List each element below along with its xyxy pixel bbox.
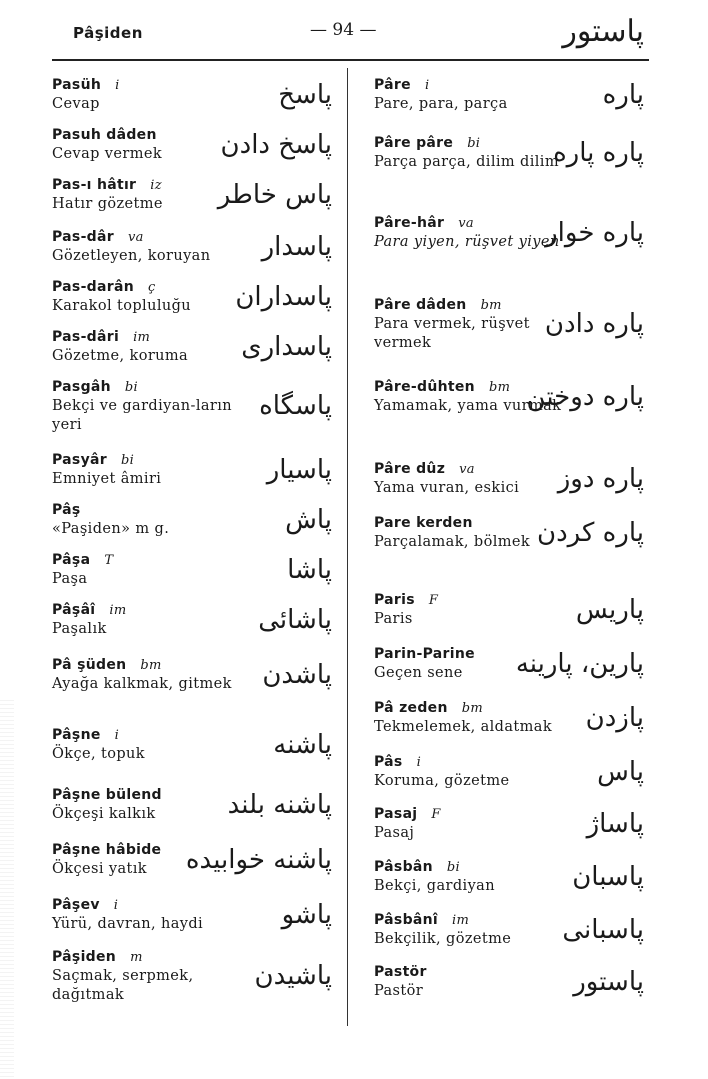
- entry-definition: Emniyet âmiri: [52, 471, 162, 487]
- entry-definition: Parça parça, dilim dilim: [374, 154, 559, 170]
- entry-arabic-script: پاره خوار: [545, 217, 644, 248]
- entry-headword: Pastör: [374, 964, 427, 980]
- entry-arabic-script: پارین، پارینه: [515, 648, 644, 679]
- entry-headword: Pâşne hâbide: [52, 842, 162, 858]
- dictionary-entry: [374, 296, 650, 352]
- entry-pos-abbr: i: [113, 898, 119, 913]
- entry-headword: Pas-ı hâtır: [52, 177, 137, 193]
- dictionary-entry: [52, 228, 336, 266]
- dictionary-entry: [52, 328, 336, 366]
- entry-definition: Yürü, davran, haydi: [52, 916, 204, 932]
- entry-pos-abbr: im: [133, 330, 151, 345]
- dictionary-entry: [52, 841, 336, 879]
- entry-headword: Pâsbânî: [374, 912, 438, 928]
- dictionary-entry: [52, 501, 336, 539]
- entry-arabic-script: پاستور: [573, 966, 644, 997]
- entry-pos-abbr: bm: [480, 298, 502, 313]
- entry-arabic-script: پاسبان: [572, 861, 644, 892]
- entry-headword: Pasüh: [52, 77, 102, 93]
- entry-definition: Cevap: [52, 96, 100, 112]
- entry-headword: Pâşne bülend: [52, 787, 162, 803]
- dictionary-entry: [52, 378, 336, 434]
- entry-headword: Pâş: [52, 502, 81, 518]
- entry-definition: Pare, para, parça: [374, 96, 508, 112]
- entry-arabic-script: پاریس: [575, 594, 644, 625]
- entry-headword: Pâsbân: [374, 859, 433, 875]
- entry-headword: Pasaj: [374, 806, 418, 822]
- entry-pos-abbr: bm: [140, 658, 162, 673]
- dictionary-entry: [52, 451, 336, 489]
- entry-pos-abbr: va: [459, 462, 475, 477]
- entry-headword: Pâşa: [52, 552, 91, 568]
- dictionary-entry: [52, 76, 336, 114]
- entry-headword: Pas-dâri: [52, 329, 120, 345]
- entry-headword: Pâre: [374, 77, 411, 93]
- entry-arabic-script: پاسخ دادن: [220, 129, 332, 160]
- entry-headword: Pâşne: [52, 727, 101, 743]
- dictionary-entry: [52, 896, 336, 934]
- entry-arabic-script: پاس خاطر: [217, 179, 332, 210]
- entry-pos-abbr: i: [424, 78, 430, 93]
- entry-headword: Pâşâî: [52, 602, 96, 618]
- entry-definition: Geçen sene: [374, 665, 463, 681]
- entry-arabic-script: پازدن: [585, 702, 644, 733]
- entry-arabic-script: پاشنه: [273, 729, 332, 760]
- entry-definition: Ayağa kalkmak, gitmek: [52, 676, 232, 692]
- entry-definition: Gözetme, koruma: [52, 348, 189, 364]
- entry-arabic-script: پاشا: [287, 554, 332, 585]
- dictionary-entry: [52, 786, 336, 824]
- entry-definition: Yama vuran, eskici: [374, 480, 520, 496]
- scan-edge: [0, 700, 14, 1079]
- entry-headword: Pasyâr: [52, 452, 107, 468]
- entry-pos-abbr: bi: [467, 136, 481, 151]
- dictionary-entry: [52, 176, 336, 214]
- dictionary-entry: [374, 591, 650, 629]
- entry-arabic-script: پاشنه بلند: [227, 789, 332, 820]
- entry-definition: Bekçi, gardiyan: [374, 878, 495, 894]
- entry-pos-abbr: m: [130, 950, 143, 965]
- dictionary-entry: [52, 948, 336, 1004]
- entry-headword: Pare kerden: [374, 515, 473, 531]
- entry-arabic-script: پاشدن: [262, 659, 332, 690]
- dictionary-entry: [374, 645, 650, 683]
- dictionary-entry: [374, 134, 650, 172]
- entry-pos-abbr: va: [458, 216, 474, 231]
- dictionary-entry: [374, 753, 650, 791]
- entry-headword: Pas-darân: [52, 279, 134, 295]
- entry-headword: Pasuh dâden: [52, 127, 157, 143]
- dictionary-entry: [374, 514, 650, 552]
- entry-arabic-script: پاشو: [281, 899, 332, 930]
- entry-definition: Karakol topluluğu: [52, 298, 192, 314]
- dictionary-entry: [52, 726, 336, 764]
- entry-headword: Parin-Parine: [374, 646, 475, 662]
- column-divider: [347, 68, 348, 1026]
- entry-arabic-script: پاشائی: [258, 604, 332, 635]
- entry-pos-abbr: i: [114, 728, 120, 743]
- entry-headword: Pâşev: [52, 897, 100, 913]
- entry-headword: Pâre pâre: [374, 135, 454, 151]
- entry-definition: Yamamak, yama vurmak: [374, 398, 562, 414]
- dictionary-entry: [374, 858, 650, 896]
- entry-definition: Hatır gözetme: [52, 196, 163, 212]
- entry-headword: Pâ şüden: [52, 657, 127, 673]
- entry-pos-abbr: va: [127, 230, 144, 245]
- entry-arabic-script: پاره کردن: [537, 517, 644, 548]
- entry-definition: Gözetleyen, koruyan: [52, 248, 211, 264]
- entry-pos-abbr: ç: [147, 280, 156, 295]
- entry-arabic-script: پاسخ: [278, 79, 332, 110]
- entry-headword: Pâ zeden: [374, 700, 448, 716]
- entry-definition: Tekmelemek, aldatmak: [374, 719, 553, 735]
- entry-arabic-script: پاس: [597, 756, 644, 787]
- entry-pos-abbr: bm: [461, 701, 483, 716]
- entry-headword: Pâre-dûhten: [374, 379, 475, 395]
- running-head-left: Pâşiden: [73, 24, 143, 42]
- entry-headword: Pasgâh: [52, 379, 111, 395]
- dictionary-entry: [374, 699, 650, 737]
- entry-arabic-script: پاشنه خوابیده: [185, 844, 332, 875]
- entry-definition: Paşa: [52, 571, 88, 587]
- entry-pos-abbr: im: [109, 603, 127, 618]
- entry-arabic-script: پاسدار: [261, 231, 332, 262]
- entry-definition: Paşalık: [52, 621, 107, 637]
- dictionary-entry: [52, 126, 336, 164]
- entry-arabic-script: پاش: [285, 504, 332, 535]
- entry-arabic-script: پاره دادن: [544, 309, 644, 339]
- entry-pos-abbr: bi: [446, 860, 460, 875]
- entry-pos-abbr: i: [115, 78, 120, 93]
- entry-definition: Bekçilik, gözetme: [374, 931, 512, 947]
- entry-definition: Parçalamak, bölmek: [374, 534, 531, 550]
- entry-arabic-script: پاشیدن: [254, 961, 332, 991]
- entry-pos-abbr: bi: [120, 453, 135, 468]
- running-head-right: پاستور: [562, 14, 644, 49]
- entry-pos-abbr: bm: [488, 380, 511, 395]
- entry-pos-abbr: T: [104, 553, 114, 568]
- entry-pos-abbr: F: [428, 593, 439, 608]
- entry-definition: Saçmak, serpmek, dağıtmak: [52, 968, 194, 1003]
- dictionary-entry: [52, 601, 336, 639]
- entry-headword: Pâs: [374, 754, 403, 770]
- dictionary-entry: [374, 460, 650, 498]
- entry-definition: Para vermek, rüşvet vermek: [374, 316, 530, 351]
- dictionary-entry: [374, 911, 650, 949]
- entry-headword: Pâre-hâr: [374, 215, 445, 231]
- entry-headword: Paris: [374, 592, 415, 608]
- dictionary-entry: [52, 551, 336, 589]
- entry-headword: Pâre dâden: [374, 297, 467, 313]
- entry-pos-abbr: F: [431, 807, 441, 822]
- dictionary-entry: [374, 214, 650, 252]
- entry-definition: «Paşiden» m g.: [52, 521, 170, 537]
- dictionary-entry: [52, 278, 336, 316]
- entry-definition: Ökçesi yatık: [52, 861, 147, 877]
- entry-pos-abbr: i: [416, 755, 422, 770]
- entry-definition: Paris: [374, 611, 413, 627]
- entry-definition: Para yiyen, rüşvet yiyen: [374, 234, 560, 250]
- entry-definition: Bekçi ve gardiyan-ların yeri: [52, 398, 233, 433]
- entry-headword: Pas-dâr: [52, 229, 114, 245]
- dictionary-entry: [374, 76, 650, 114]
- dictionary-entry: [374, 378, 650, 416]
- entry-arabic-script: پاسداری: [241, 331, 332, 362]
- entry-definition: Koruma, gözetme: [374, 773, 510, 789]
- page-number: — 94 —: [310, 20, 377, 40]
- dictionary-entry: [52, 656, 336, 694]
- entry-definition: Ökçeşi kalkık: [52, 806, 156, 822]
- entry-arabic-script: پاره دوز: [557, 463, 644, 494]
- entry-pos-abbr: im: [452, 913, 470, 928]
- page-header: [0, 0, 708, 60]
- entry-arabic-script: پاره پاره: [553, 137, 644, 168]
- entry-arabic-script: پاسبانی: [562, 914, 644, 945]
- entry-arabic-script: پاساژ: [586, 808, 644, 839]
- dictionary-entry: [374, 805, 650, 843]
- entry-pos-abbr: iz: [150, 178, 162, 193]
- entry-definition: Ökçe, topuk: [52, 746, 145, 762]
- entry-headword: Pâre dûz: [374, 461, 446, 477]
- entry-definition: Pastör: [374, 983, 424, 999]
- entry-arabic-script: پاسداران: [235, 281, 332, 312]
- entry-arabic-script: پاسگاه: [259, 391, 332, 421]
- entry-arabic-script: پاره دوختن: [526, 381, 644, 412]
- entry-pos-abbr: bi: [124, 380, 138, 395]
- entry-definition: Cevap vermek: [52, 146, 163, 162]
- entry-headword: Pâşiden: [52, 949, 117, 965]
- dictionary-entry: [374, 963, 650, 1001]
- entry-arabic-script: پاره: [602, 79, 644, 110]
- entry-definition: Pasaj: [374, 825, 415, 841]
- entry-arabic-script: پاسیار: [266, 454, 332, 485]
- header-rule: [52, 59, 649, 61]
